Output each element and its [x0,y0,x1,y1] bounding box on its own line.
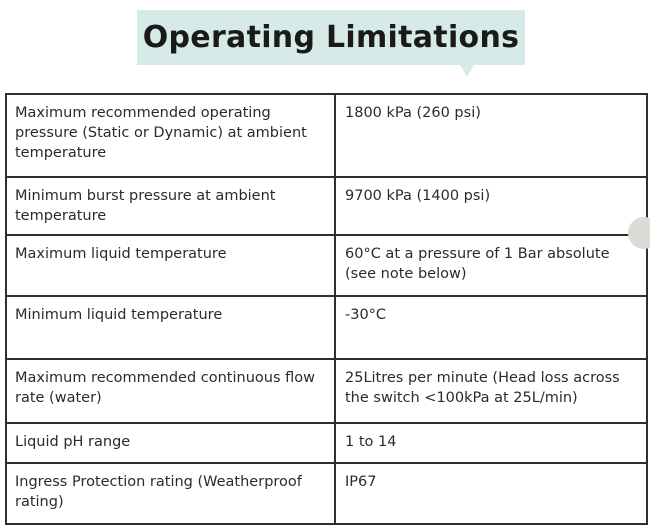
parameter-cell: Ingress Protection rating (Weatherproof rating) [6,463,335,524]
table-row [6,296,647,359]
value-cell: 1 to 14 [335,423,647,463]
table-row [6,463,647,524]
value-cell: 9700 kPa (1400 psi) [335,177,647,235]
parameter-cell: Minimum burst pressure at ambient temperature [6,177,335,235]
table-row [6,177,647,235]
value-cell: IP67 [335,463,647,524]
table-row [6,235,647,296]
value-cell: 60°C at a pressure of 1 Bar absolute (see note below) [335,235,647,296]
parameter-cell: Liquid pH range [6,423,335,463]
parameter-cell: Maximum recommended continuous flow rate (water) [6,359,335,423]
value-cell: 25Litres per minute (Head loss across the switch <100kPa at 25L/min) [335,359,647,423]
table-row [6,94,647,177]
title-banner [137,10,525,65]
value-cell: -30°C [335,296,647,359]
value-cell: 1800 kPa (260 psi) [335,94,647,177]
parameter-cell: Maximum liquid temperature [6,235,335,296]
parameter-cell: Maximum recommended operating pressure (Static or Dynamic) at ambient temperature [6,94,335,177]
table-row [6,423,647,463]
operating-limitations-table [5,93,648,525]
parameter-cell: Minimum liquid temperature [6,296,335,359]
page-title: Operating Limitations [142,20,520,55]
table-row [6,359,647,423]
